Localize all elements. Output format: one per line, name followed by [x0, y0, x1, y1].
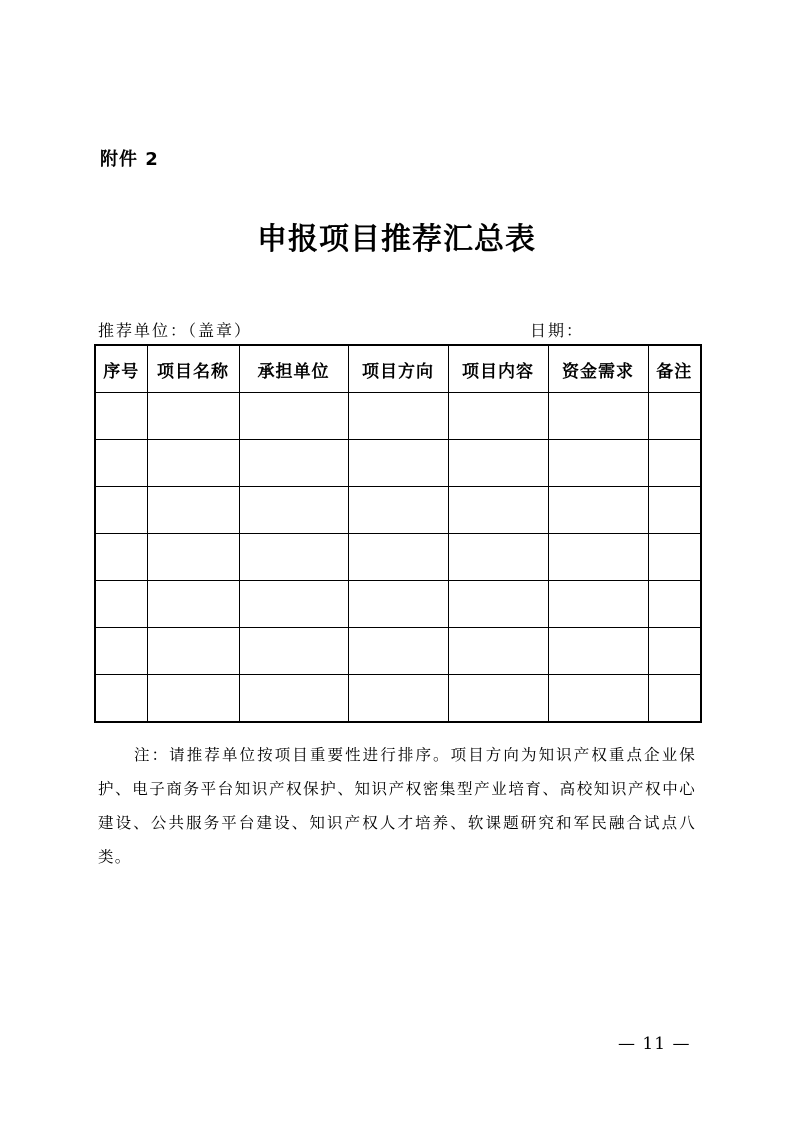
header-undertaking-unit: 承担单位	[239, 345, 348, 393]
table-cell	[95, 675, 147, 723]
header-remarks: 备注	[648, 345, 701, 393]
table-cell	[548, 440, 648, 487]
table-cell	[239, 440, 348, 487]
table-cell	[147, 534, 239, 581]
table-cell	[448, 393, 548, 440]
table-cell	[448, 534, 548, 581]
summary-table	[94, 344, 702, 723]
table-cell	[648, 534, 701, 581]
table-row	[95, 393, 701, 440]
table-cell	[239, 487, 348, 534]
table-cell	[95, 534, 147, 581]
table-body	[95, 393, 701, 723]
table-cell	[95, 581, 147, 628]
table-row	[95, 581, 701, 628]
table-cell	[147, 628, 239, 675]
table-cell	[95, 487, 147, 534]
page-title: 申报项目推荐汇总表	[257, 222, 536, 257]
table-cell	[239, 675, 348, 723]
table-cell	[239, 393, 348, 440]
header-project-content: 项目内容	[448, 345, 548, 393]
table-row	[95, 628, 701, 675]
table-cell	[448, 675, 548, 723]
table-row	[95, 534, 701, 581]
table-cell	[239, 581, 348, 628]
table-cell	[648, 487, 701, 534]
table-cell	[348, 675, 448, 723]
table-cell	[147, 487, 239, 534]
note-text: 注：请推荐单位按项目重要性进行排序。项目方向为知识产权重点企业保护、电子商务平台知识产权保护、知识产权密集型产业培育、高校知识产权中心建设、公共服务平台建设、知识产权人才培养、软课题研究和军民融合试点八类。	[98, 746, 696, 866]
table-cell	[648, 628, 701, 675]
table-row	[95, 675, 701, 723]
recommending-unit-label: 推荐单位：（盖章）	[98, 321, 253, 340]
table-cell	[648, 581, 701, 628]
table-cell	[348, 581, 448, 628]
table-header-row	[95, 345, 701, 393]
table-cell	[239, 628, 348, 675]
table-cell	[648, 393, 701, 440]
table-cell	[448, 440, 548, 487]
table-cell	[147, 581, 239, 628]
table-cell	[239, 534, 348, 581]
table-cell	[548, 628, 648, 675]
table-cell	[348, 628, 448, 675]
table-row	[95, 487, 701, 534]
header-project-name: 项目名称	[147, 345, 239, 393]
meta-row	[98, 318, 698, 342]
header-funding-need: 资金需求	[548, 345, 648, 393]
table-cell	[147, 393, 239, 440]
table-cell	[348, 440, 448, 487]
header-serial: 序号	[95, 345, 147, 393]
table-cell	[548, 534, 648, 581]
table-cell	[348, 534, 448, 581]
table-cell	[448, 581, 548, 628]
table-cell	[147, 675, 239, 723]
table-cell	[95, 628, 147, 675]
table-cell	[648, 675, 701, 723]
table-cell	[147, 440, 239, 487]
table-cell	[95, 393, 147, 440]
table-cell	[548, 581, 648, 628]
table-row	[95, 440, 701, 487]
table-cell	[348, 487, 448, 534]
table-cell	[648, 440, 701, 487]
table-cell	[548, 675, 648, 723]
table-cell	[95, 440, 147, 487]
attachment-label: 附件 2	[100, 149, 159, 170]
table-cell	[548, 487, 648, 534]
table-cell	[548, 393, 648, 440]
header-project-direction: 项目方向	[348, 345, 448, 393]
date-label: 日期：	[530, 321, 585, 340]
table-cell	[448, 628, 548, 675]
table-cell	[448, 487, 548, 534]
table-cell	[348, 393, 448, 440]
page-number: — 11 —	[618, 1034, 691, 1054]
